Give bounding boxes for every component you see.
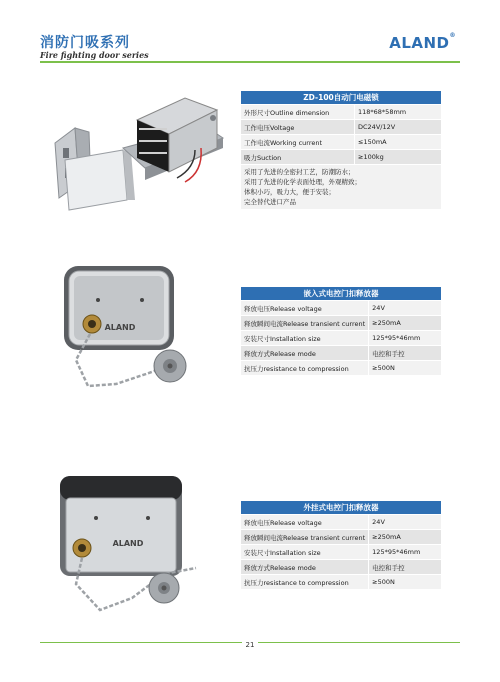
spec-value: 24V [369, 301, 442, 316]
spec-value: 电控和手控 [369, 560, 442, 575]
spec-label: 抗压力resistance to compression [241, 575, 369, 590]
page-number [0, 641, 500, 649]
table-row [241, 105, 442, 120]
table-row [241, 346, 442, 361]
spec-value: ≤150mA [355, 135, 442, 150]
spec-table-surface-release [240, 500, 442, 590]
table-row [241, 530, 442, 545]
spec-table-embedded-release [240, 286, 442, 376]
brand-logo [389, 34, 456, 52]
page-number-text: 21 [242, 641, 259, 649]
spec-label: 工作电压Voltage [241, 120, 355, 135]
spec-value: DC24V/12V [355, 120, 442, 135]
feature-note: 采用了先进的全密封工艺，防潮防水； [244, 168, 355, 176]
spec-label: 释放瞬间电流Release transient current [241, 530, 369, 545]
feature-notes [241, 165, 442, 210]
spec-label: 释放方式Release mode [241, 560, 369, 575]
feature-note: 完全替代进口产品 [244, 198, 296, 206]
spec-table-title: ZD-100自动门电磁锁 [241, 91, 442, 105]
series-title: 消防门吸系列 [40, 35, 130, 51]
spec-value: 125*95*46mm [369, 545, 442, 560]
table-row [241, 331, 442, 346]
spec-label: 释放电压Release voltage [241, 301, 369, 316]
spec-value: 125*95*46mm [369, 331, 442, 346]
product-image-embedded-release [58, 262, 208, 412]
table-row [241, 301, 442, 316]
table-row [241, 575, 442, 590]
table-row [241, 120, 442, 135]
spec-value: 24V [369, 515, 442, 530]
spec-table-title: 外挂式电控门扣释放器 [241, 501, 442, 515]
feature-note: 体积小巧，吸力大，便于安装； [244, 188, 335, 196]
spec-label: 释放瞬间电流Release transient current [241, 316, 369, 331]
product-brand-label: ALAND [104, 323, 136, 332]
table-row [241, 150, 442, 165]
spec-label: 释放方式Release mode [241, 346, 369, 361]
spec-table-title: 嵌入式电控门扣释放器 [241, 287, 442, 301]
spec-label: 抗压力resistance to compression [241, 361, 369, 376]
spec-value: ≥500N [369, 575, 442, 590]
spec-label: 吸力Suction [241, 150, 355, 165]
registered-mark: ® [449, 32, 456, 39]
spec-label: 安装尺寸Installation size [241, 331, 369, 346]
table-row [241, 316, 442, 331]
spec-label: 外形尺寸Outline dimension [241, 105, 355, 120]
table-row [241, 515, 442, 530]
spec-value: ≥100kg [355, 150, 442, 165]
spec-label: 释放电压Release voltage [241, 515, 369, 530]
spec-value: ≥250mA [369, 530, 442, 545]
brand-logo-text: ALAND [389, 34, 450, 52]
table-row [241, 361, 442, 376]
table-row [241, 545, 442, 560]
table-row [241, 165, 442, 210]
table-row [241, 135, 442, 150]
header-divider [40, 61, 460, 63]
spec-label: 工作电流Working current [241, 135, 355, 150]
table-row [241, 560, 442, 575]
feature-note: 采用了先进的化学表面处理，外观精致； [244, 178, 361, 186]
series-subtitle: Fire fighting door series [40, 50, 149, 60]
product-brand-label: ALAND [112, 539, 144, 548]
product-image-surface-release [52, 468, 222, 626]
spec-value: ≥500N [369, 361, 442, 376]
spec-table-door-magnet [240, 90, 442, 210]
spec-label: 安装尺寸Installation size [241, 545, 369, 560]
spec-value: ≥250mA [369, 316, 442, 331]
product-image-door-magnet [45, 88, 230, 218]
spec-value: 电控和手控 [369, 346, 442, 361]
spec-value: 118*68*58mm [355, 105, 442, 120]
